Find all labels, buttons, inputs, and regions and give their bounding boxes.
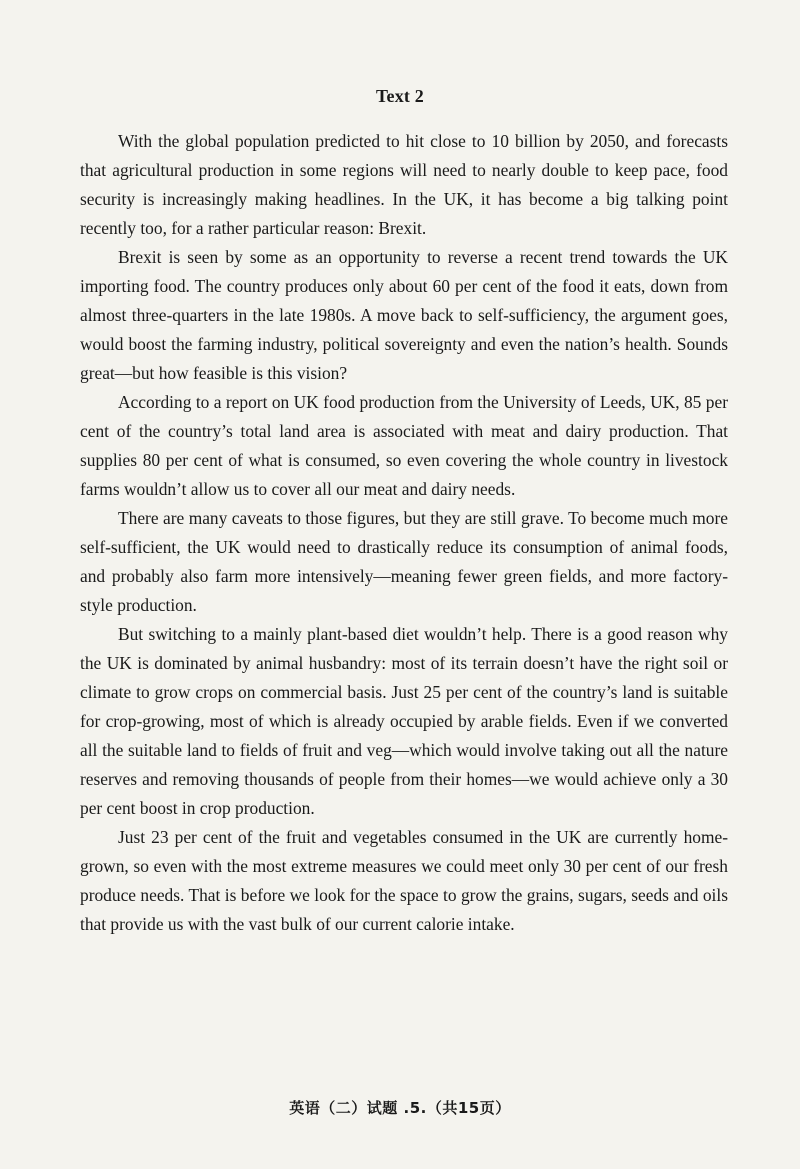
paragraph-4: There are many caveats to those figures, but they are still grave. To become much more self-sufficient, the UK would need to drastically reduce its consumption of animal foods, and probably also farm more intensively—meaning fewer green fields, and more factory-style production. (80, 508, 728, 615)
paragraph-2: Brexit is seen by some as an opportunity to reverse a recent trend towards the UK importing food. The country produces only about 60 per cent of the food it eats, down from almost three-quarters in the late 1980s. A move back to self-sufficiency, the argument goes, would boost the farming industry, political sovereignty and even the nation’s health. Sounds great—but how feasible is this vision? (80, 247, 728, 383)
paragraph-5: But switching to a mainly plant-based diet wouldn’t help. There is a good reason why the UK is dominated by animal husbandry: most of its terrain doesn’t have the right soil or climate to grow crops on commercial basis. Just 25 per cent of the country’s land is suitable for crop-growing, most of which is already occupied by arable fields. Even if we converted all the suitable land to fields of fruit and veg—which would involve taking out all the nature reserves and removing thousands of people from their homes—we would achieve only a 30 per cent boost in crop production. (80, 624, 728, 818)
paragraph-1: With the global population predicted to hit close to 10 billion by 2050, and forecasts that agricultural production in some regions will need to nearly double to keep pace, food security is increasingly making headlines. In the UK, it has become a big talking point recently too, for a rather particular reason: Brexit. (80, 131, 728, 238)
paragraph-3: According to a report on UK food production from the University of Leeds, UK, 85 per cent of the country’s total land area is associated with meat and dairy production. That supplies 80 per cent of what is consumed, so even covering the whole country in livestock farms wouldn’t allow us to cover all our meat and dairy needs. (80, 392, 728, 499)
passage-title: Text 2 (375, 86, 425, 106)
page-footer: 英语（二）试题 .5.（共15页） (289, 1099, 511, 1117)
paragraph-6: Just 23 per cent of the fruit and vegetables consumed in the UK are currently home-grown, so even with the most extreme measures we could meet only 30 per cent of our fresh produce needs. That is before we look for the space to grow the grains, sugars, seeds and oils that provide us with the vast bulk of our current calorie intake. (80, 827, 728, 934)
passage-body (80, 127, 728, 939)
